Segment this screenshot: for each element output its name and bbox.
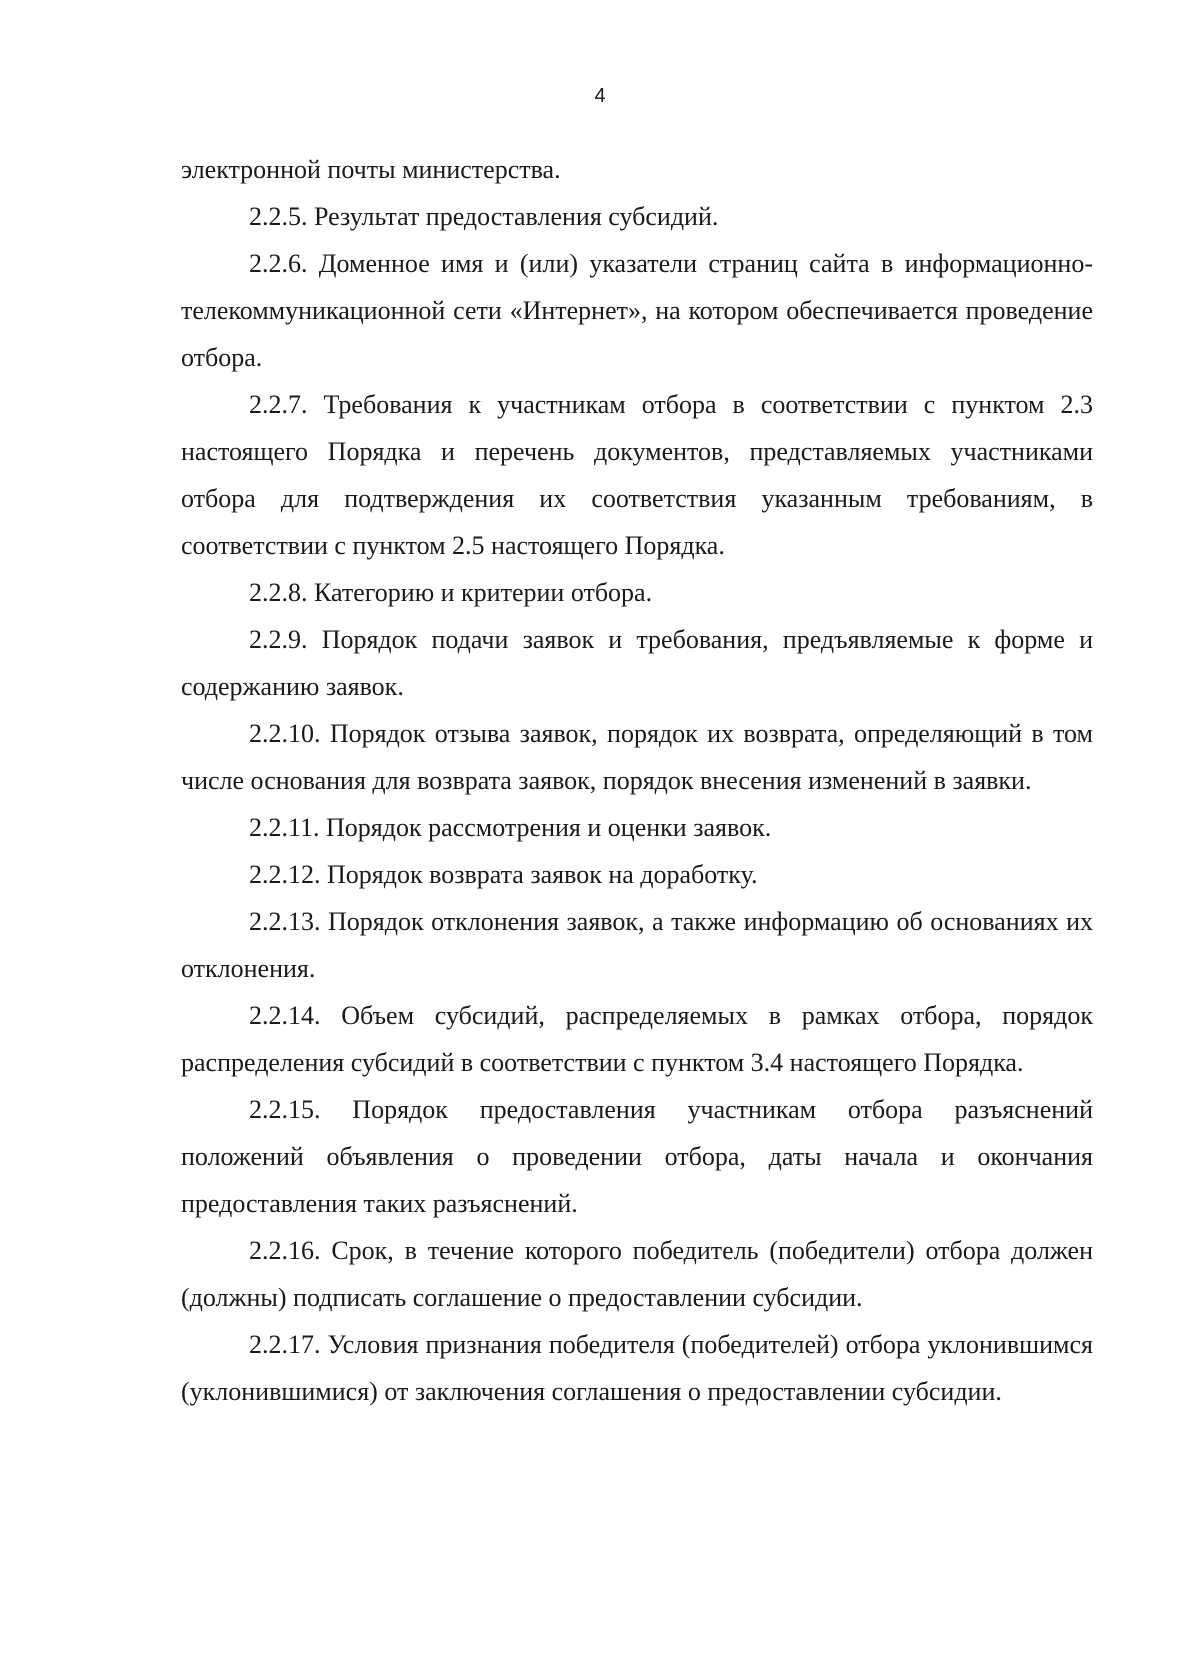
paragraph-2-2-6: 2.2.6. Доменное имя и (или) указатели страниц сайта в информационно-телекоммуникационной сети «Интернет», на котором обеспечивается проведение отбора. (181, 249, 1093, 372)
paragraph-2-2-9: 2.2.9. Порядок подачи заявок и требования, предъявляемые к форме и содержанию заявок. (181, 625, 1093, 701)
paragraph-continuation: электронной почты министерства. (181, 155, 561, 184)
paragraph-2-2-17: 2.2.17. Условия признания победителя (победителей) отбора уклонившимся (уклонившимися) от заключения соглашения о предоставлении субсидии. (181, 1330, 1093, 1406)
paragraph-2-2-8: 2.2.8. Категорию и критерии отбора. (249, 578, 653, 607)
paragraph-2-2-5: 2.2.5. Результат предоставления субсидий. (249, 202, 719, 231)
paragraph-2-2-11: 2.2.11. Порядок рассмотрения и оценки заявок. (249, 813, 772, 842)
document-body (181, 146, 1093, 1415)
page-number: 4 (594, 85, 606, 107)
paragraph-2-2-10: 2.2.10. Порядок отзыва заявок, порядок их возврата, определяющий в том числе основания для возврата заявок, порядок внесения изменений в заявки. (181, 719, 1093, 795)
paragraph-2-2-14: 2.2.14. Объем субсидий, распределяемых в рамках отбора, порядок распределения субсидий в соответствии с пунктом 3.4 настоящего Порядка. (181, 1001, 1093, 1077)
paragraph-2-2-13: 2.2.13. Порядок отклонения заявок, а также информацию об основаниях их отклонения. (181, 907, 1093, 983)
paragraph-2-2-15: 2.2.15. Порядок предоставления участникам отбора разъяснений положений объявления о проведении отбора, даты начала и окончания предоставления таких разъяснений. (181, 1095, 1093, 1218)
paragraph-2-2-12: 2.2.12. Порядок возврата заявок на доработку. (249, 860, 758, 889)
paragraph-2-2-16: 2.2.16. Срок, в течение которого победитель (победители) отбора должен (должны) подписать соглашение о предоставлении субсидии. (181, 1236, 1093, 1312)
paragraph-2-2-7: 2.2.7. Требования к участникам отбора в соответствии с пунктом 2.3 настоящего Порядка и перечень документов, представляемых участниками отбора для подтверждения их соответствия указанным требованиям, в соответствии с пунктом 2.5 настоящего Порядка. (181, 390, 1093, 560)
